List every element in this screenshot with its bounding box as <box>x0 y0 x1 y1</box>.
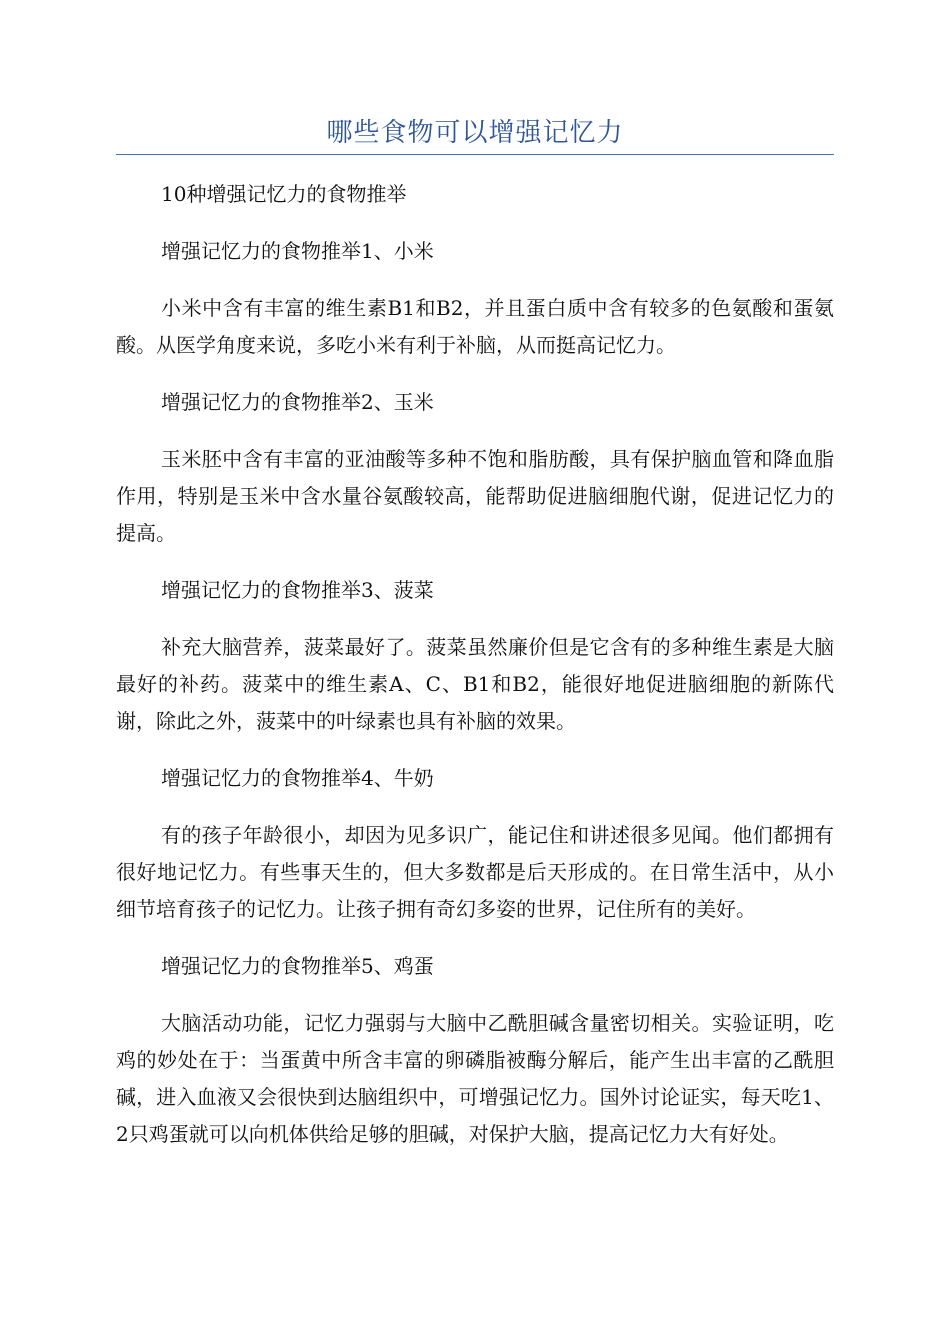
heading-item-1: 增强记忆力的食物推举1、小米 <box>161 239 434 263</box>
heading-item-2: 增强记忆力的食物推举2、玉米 <box>161 390 434 414</box>
title-underline <box>116 154 834 155</box>
paragraph-item-3: 补充大脑营养，菠菜最好了。菠菜虽然廉价但是它含有的多种维生素是大脑最好的补药。菠菜中的维生素A、C、B1和B2，能很好地促进脑细胞的新陈代谢，除此之外，菠菜中的叶绿素也具有补脑的效果。 <box>116 635 834 733</box>
paragraph-item-2: 玉米胚中含有丰富的亚油酸等多种不饱和脂肪酸，具有保护脑血管和降血脂作用，特别是玉米中含水量谷氨酸较高，能帮助促进脑细胞代谢，促进记忆力的提高。 <box>116 447 834 545</box>
paragraph-item-1: 小米中含有丰富的维生素B1和B2，并且蛋白质中含有较多的色氨酸和蛋氨酸。从医学角度来说，多吃小米有利于补脑，从而挺高记忆力。 <box>116 296 834 357</box>
heading-item-5: 增强记忆力的食物推举5、鸡蛋 <box>161 954 434 978</box>
document-body <box>116 176 834 1173</box>
paragraph-item-5: 大脑活动功能，记忆力强弱与大脑中乙酰胆碱含量密切相关。实验证明，吃鸡的妙处在于：当蛋黄中所含丰富的卵磷脂被酶分解后，能产生出丰富的乙酰胆碱，进入血液又会很快到达脑组织中，可增强记忆力。国外讨论证实，每天吃1、2只鸡蛋就可以向机体供给足够的胆碱，对保护大脑，提高记忆力大有好处。 <box>116 1011 834 1146</box>
paragraph-intro: 10种增强记忆力的食物推举 <box>161 182 407 206</box>
paragraph-item-4: 有的孩子年龄很小，却因为见多识广，能记住和讲述很多见闻。他们都拥有很好地记忆力。有些事天生的，但大多数都是后天形成的。在日常生活中，从小细节培育孩子的记忆力。让孩子拥有奇幻多姿的世界，记住所有的美好。 <box>116 823 834 921</box>
heading-item-4: 增强记忆力的食物推举4、牛奶 <box>161 766 434 790</box>
document-title: 哪些食物可以增强记忆力 <box>326 118 624 148</box>
heading-item-3: 增强记忆力的食物推举3、菠菜 <box>161 578 434 602</box>
